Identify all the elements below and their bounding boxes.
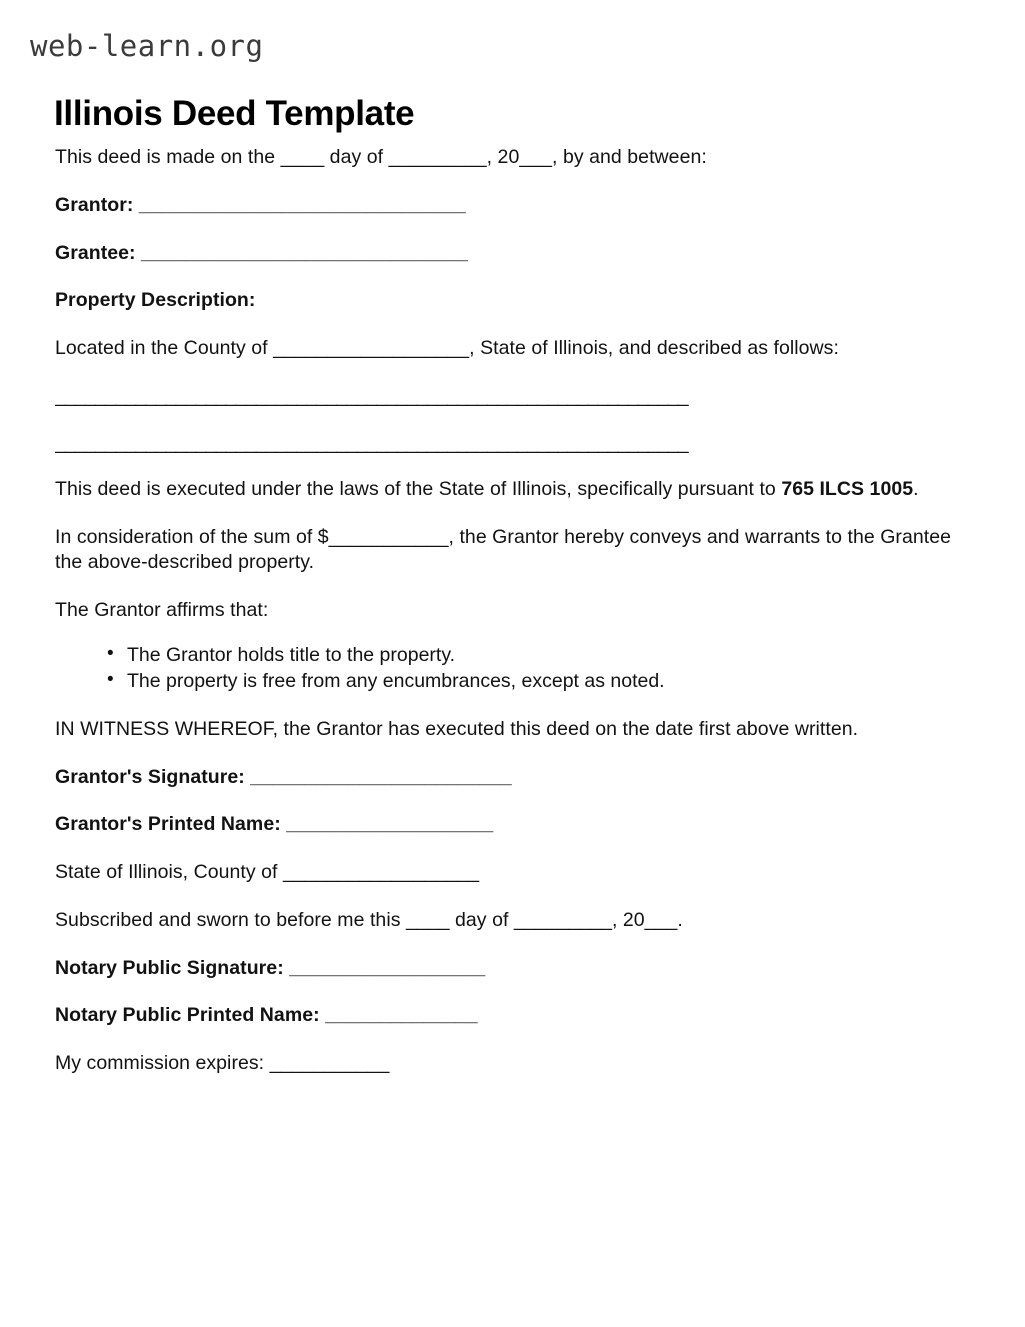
affirmations-intro: The Grantor affirms that: (55, 598, 269, 621)
site-logo: web-learn.org (30, 29, 264, 63)
document-body (55, 145, 963, 1099)
notary-printed-name-line: Notary Public Printed Name: ______________ (55, 1004, 478, 1027)
affirmations-list (55, 643, 963, 694)
notary-signature-line: Notary Public Signature: __________________ (55, 956, 486, 979)
governing-law-prefix: This deed is executed under the laws of the State of Illinois, specifically pursuant to (55, 478, 782, 501)
consideration-paragraph: In consideration of the sum of $___________, the Grantor hereby conveys and warrants to the Grantee the above-described property. (55, 526, 952, 573)
grantee-field-line: Grantee: ______________________________ (55, 241, 468, 264)
governing-law-paragraph (55, 477, 963, 502)
list-item: • The Grantor holds title to the property. (107, 643, 963, 668)
statute-citation: 765 ILCS 1005 (781, 478, 914, 501)
list-item: • The property is free from any encumbrances, except as noted. (107, 669, 963, 694)
page-title: Illinois Deed Template (54, 94, 415, 134)
state-county-line: State of Illinois, County of __________________ (55, 861, 480, 883)
subscribed-sworn-line: Subscribed and sworn to before me this ____ day of _________, 20___. (55, 908, 683, 931)
governing-law-suffix: . (913, 478, 919, 501)
grantor-printed-name-line: Grantor's Printed Name: ___________________ (55, 813, 494, 836)
intro-paragraph: This deed is made on the ____ day of _________, 20___, by and between: (55, 146, 707, 168)
commission-expires-line: My commission expires: ___________ (55, 1052, 390, 1074)
property-description-heading: Property Description: (55, 289, 256, 312)
property-blank-line-2: _______________________________________________________________ (55, 431, 688, 454)
property-blank-line-1: _______________________________________________________________ (55, 384, 688, 407)
grantor-signature-line: Grantor's Signature: ________________________ (55, 765, 512, 788)
witness-clause-paragraph: IN WITNESS WHEREOF, the Grantor has executed this deed on the date first above written. (55, 717, 859, 740)
located-in-county-line: Located in the County of __________________, State of Illinois, and described as follows: (55, 337, 839, 359)
grantor-field-line: Grantor: ______________________________ (55, 193, 466, 216)
